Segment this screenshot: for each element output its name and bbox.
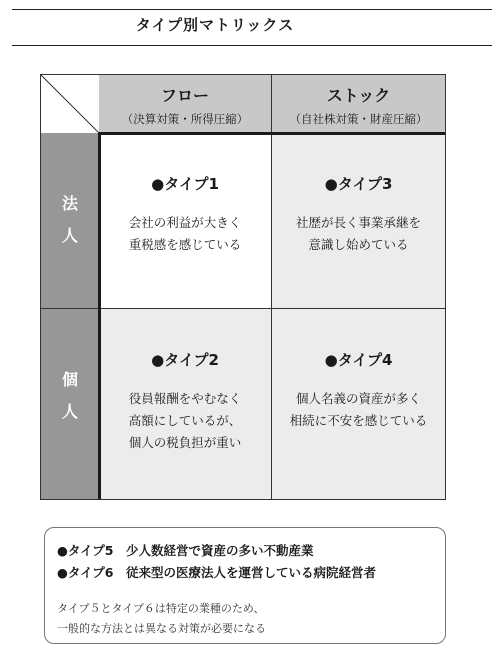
cell-type2-line3: 個人の税負担が重い — [128, 435, 242, 450]
column-header-flow-sub: （決算対策・所得圧縮） — [121, 112, 249, 126]
cell-type1-title: ●タイプ1 — [151, 175, 219, 193]
grid-divider-center-vertical — [271, 133, 272, 499]
page-title: タイプ別マトリックス — [135, 16, 295, 34]
row-header-corporation — [41, 133, 99, 308]
header-emphasis-horizontal — [98, 132, 445, 135]
cell-type4-title: ●タイプ4 — [324, 351, 393, 369]
type-matrix — [40, 74, 446, 500]
note-explanation-line1: タイプ５とタイプ６は特定の業種のため、 — [57, 602, 265, 615]
matrix-corner — [41, 75, 99, 133]
cell-type3-line1: 社歴が長く事業承継を — [295, 215, 421, 230]
cell-type2-title: ●タイプ2 — [151, 351, 219, 369]
cell-type2 — [99, 309, 271, 499]
note-type6: ●タイプ6 従来型の医療法人を運営している病院経営者 — [57, 565, 376, 580]
column-header-flow — [99, 75, 271, 133]
cell-type3-title: ●タイプ3 — [324, 175, 393, 193]
cell-type4 — [272, 309, 445, 499]
row-header-corporation-char2: 人 — [61, 226, 78, 245]
cell-type3-description — [272, 212, 445, 256]
column-header-stock-label: ストック — [326, 86, 391, 105]
cell-type1 — [99, 133, 271, 308]
cell-type4-description — [272, 388, 445, 432]
row-header-individual — [41, 309, 99, 499]
cell-type3-line2: 意識し始めている — [308, 237, 409, 252]
column-header-stock-sub: （自社株対策・財産圧縮） — [289, 112, 428, 126]
header-emphasis-vertical — [98, 132, 101, 499]
column-header-stock — [272, 75, 445, 133]
note-type5: ●タイプ5 少人数経営で資産の多い不動産業 — [57, 543, 314, 558]
cell-type2-description — [99, 388, 271, 454]
grid-divider-column-header — [271, 75, 272, 133]
cell-type3 — [272, 133, 445, 308]
grid-divider-center-horizontal — [99, 308, 445, 309]
note-box — [44, 527, 446, 644]
cell-type1-line2: 重税感を感じている — [128, 237, 242, 252]
cell-type2-line1: 役員報酬をやむなく — [128, 391, 242, 406]
row-header-corporation-char1: 法 — [61, 194, 78, 213]
cell-type2-line2: 高額にしているが、 — [128, 413, 242, 428]
cell-type4-line1: 個人名義の資産が多く — [295, 391, 421, 406]
grid-divider-row-header — [41, 308, 99, 309]
note-explanation-line2: 一般的な方法とは異なる対策が必要になる — [57, 622, 266, 635]
column-header-flow-label: フロー — [160, 86, 209, 105]
cell-type1-description — [99, 212, 271, 256]
title-bottom-rule — [12, 45, 492, 46]
cell-type1-line1: 会社の利益が大きく — [128, 215, 242, 230]
corner-diagonal — [41, 75, 99, 133]
title-top-rule — [12, 9, 492, 10]
row-header-individual-char1: 個 — [61, 370, 78, 389]
row-header-individual-char2: 人 — [61, 402, 78, 421]
cell-type4-line2: 相続に不安を感じている — [289, 413, 428, 428]
